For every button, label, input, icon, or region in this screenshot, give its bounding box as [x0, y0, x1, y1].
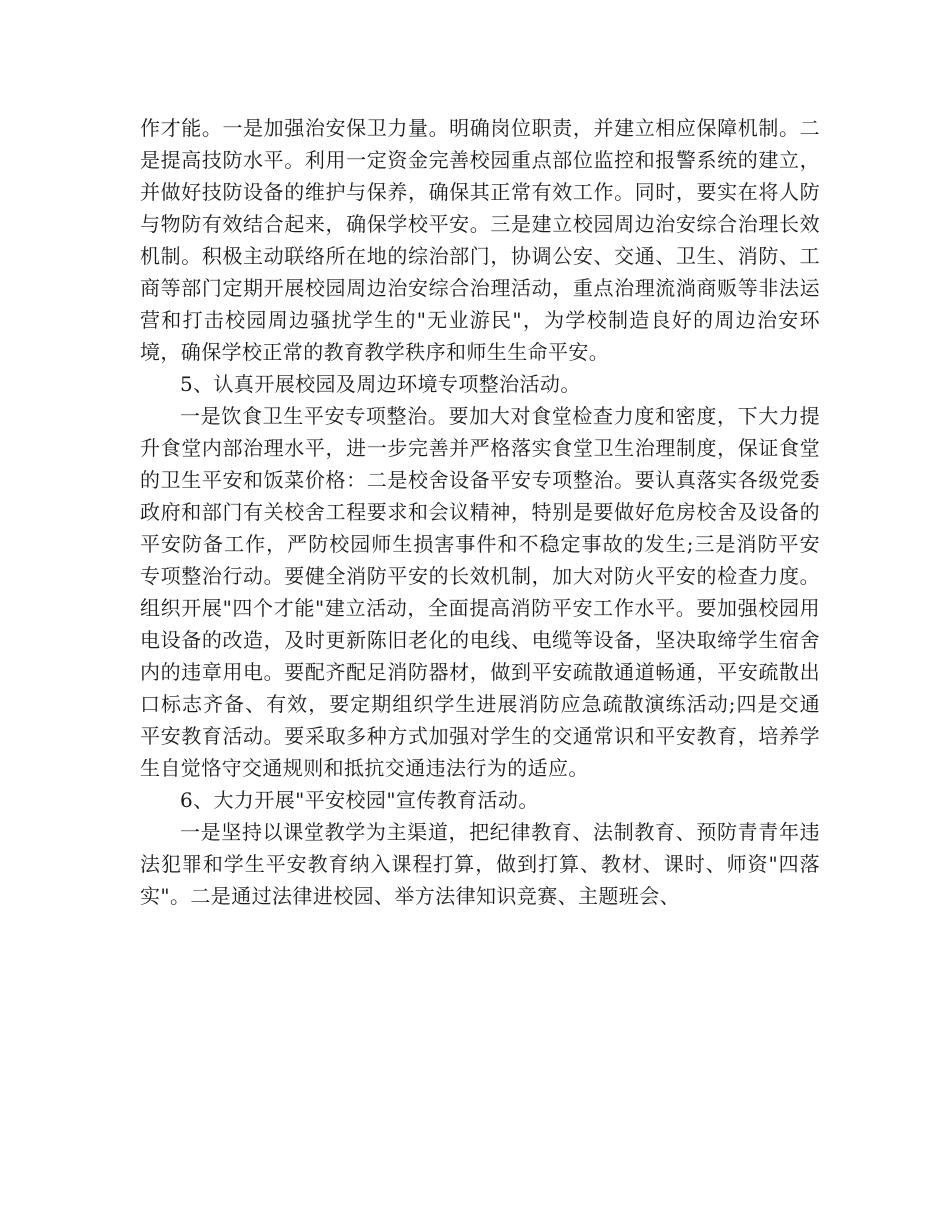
- document-body: [140, 112, 820, 912]
- section-heading-6: 6、大力开展"平安校园"宣传教育活动。: [180, 788, 539, 812]
- paragraph-section-5: 一是饮食卫生平安专项整治。要加大对食堂检查力度和密度，下大力提升食堂内部治理水平，进一步完善并严格落实食堂卫生治理制度，保证食堂的卫生平安和饭菜价格：二是校舍设备平安专项整治。要认真落实各级党委政府和部门有关校舍工程要求和会议精神，特别是要做好危房校舍及设备的平安防备工作，严防校园师生损害事件和不稳定事故的发生;三是消防平安专项整治行动。要健全消防平安的长效机制，加大对防火平安的检查力度。组织开展"四个才能"建立活动，全面提高消防平安工作水平。要加强校园用电设备的改造，及时更新陈旧老化的电线、电缆等设备，坚决取缔学生宿舍内的违章用电。要配齐配足消防器材，做到平安疏散通道畅通，平安疏散出口标志齐备、有效，要定期组织学生进展消防应急疏散演练活动;四是交通平安教育活动。要采取多种方式加强对学生的交通常识和平安教育，培养学生自觉恪守交通规则和抵抗交通违法行为的适应。: [140, 404, 820, 780]
- paragraph-section-6: 一是坚持以课堂教学为主渠道，把纪律教育、法制教育、预防青青年违法犯罪和学生平安教育纳入课程打算，做到打算、教材、课时、师资"四落实"。二是通过法律进校园、举方法律知识竞赛、主题班会、: [140, 820, 820, 908]
- paragraph-continuation: 作才能。一是加强治安保卫力量。明确岗位职责，并建立相应保障机制。二是提高技防水平。利用一定资金完善校园重点部位监控和报警系统的建立，并做好技防设备的维护与保养，确保其正常有效工作。同时，要实在将人防与物防有效结合起来，确保学校平安。三是建立校园周边治安综合治理长效机制。积极主动联络所在地的综治部门，协调公安、交通、卫生、消防、工商等部门定期开展校园周边治安综合治理活动，重点治理流淌商贩等非法运营和打击校园周边骚扰学生的"无业游民"，为学校制造良好的周边治安环境，确保学校正常的教育教学秩序和师生生命平安。: [140, 116, 820, 364]
- section-heading-5: 5、认真开展校园及周边环境专项整治活动。: [180, 372, 581, 396]
